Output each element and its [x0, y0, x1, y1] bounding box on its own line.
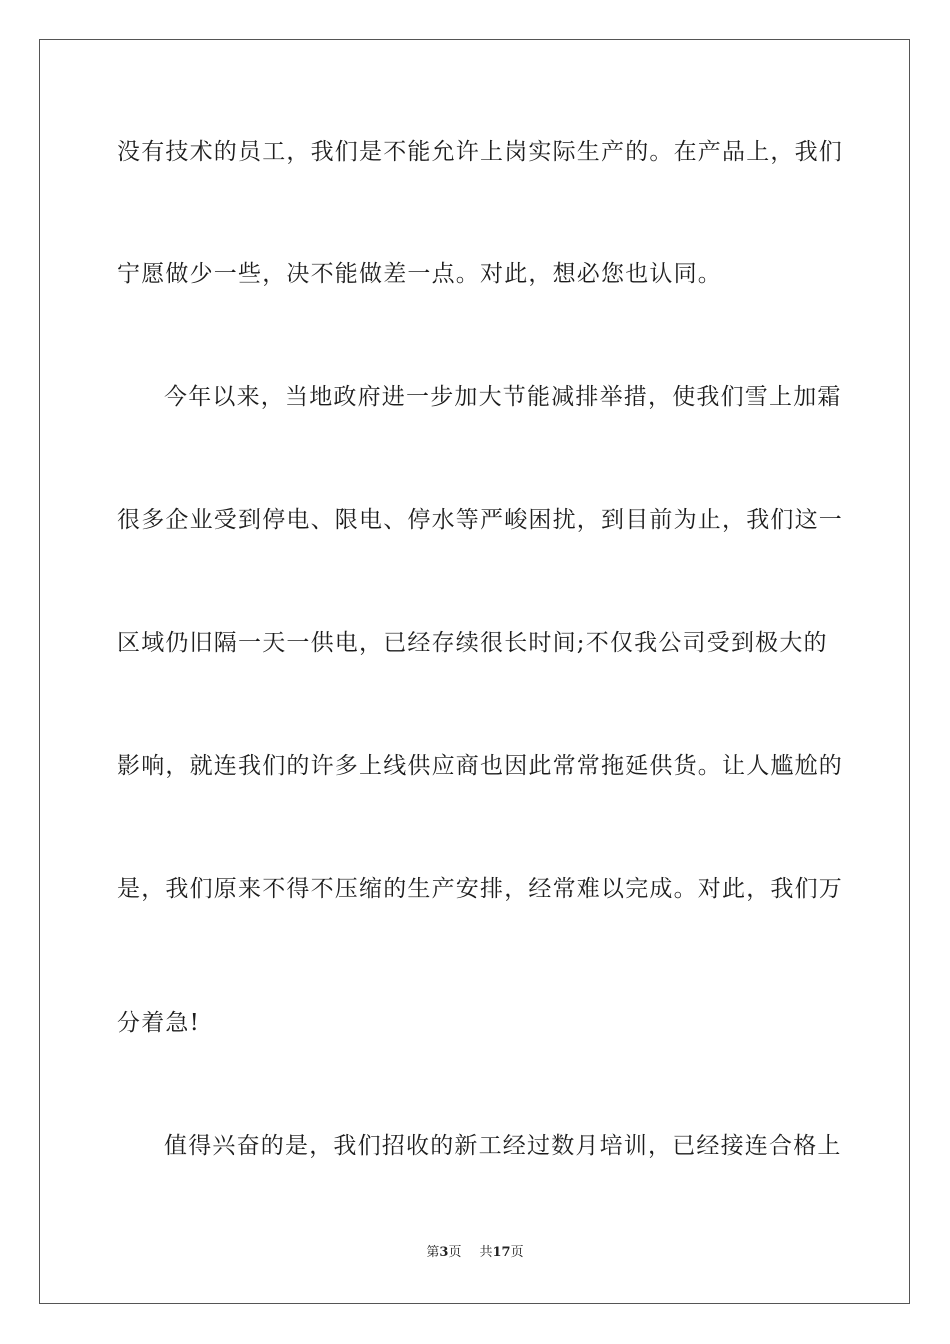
page-border [39, 39, 910, 1304]
paragraph-line: 值得兴奋的是，我们招收的新工经过数月培训，已经接连合格上 [164, 1133, 842, 1159]
paragraph-line: 今年以来，当地政府进一步加大节能减排举措，使我们雪上加霜 [164, 384, 842, 410]
page-suffix: 页 [448, 1245, 462, 1260]
paragraph-line: 很多企业受到停电、限电、停水等严峻困扰，到目前为止，我们这一 [117, 507, 843, 533]
paragraph-line: 区域仍旧隔一天一供电，已经存续很长时间;不仅我公司受到极大的 [117, 630, 828, 656]
page-footer [0, 1244, 950, 1262]
paragraph-line: 宁愿做少一些，决不能做差一点。对此，想必您也认同。 [117, 261, 722, 287]
paragraph-line: 没有技术的员工，我们是不能允许上岗实际生产的。在产品上，我们 [117, 139, 843, 165]
paragraph-line: 是，我们原来不得不压缩的生产安排，经常难以完成。对此，我们万 [117, 876, 843, 902]
paragraph-line: 分着急! [117, 1010, 201, 1036]
page-total: 17 [492, 1245, 511, 1260]
total-suffix: 页 [510, 1245, 524, 1260]
total-prefix: 共 [479, 1245, 493, 1260]
paragraph-line: 影响，就连我们的许多上线供应商也因此常常拖延供货。让人尴尬的 [117, 753, 843, 779]
page-current: 3 [439, 1245, 449, 1260]
page-prefix: 第 [426, 1245, 440, 1260]
